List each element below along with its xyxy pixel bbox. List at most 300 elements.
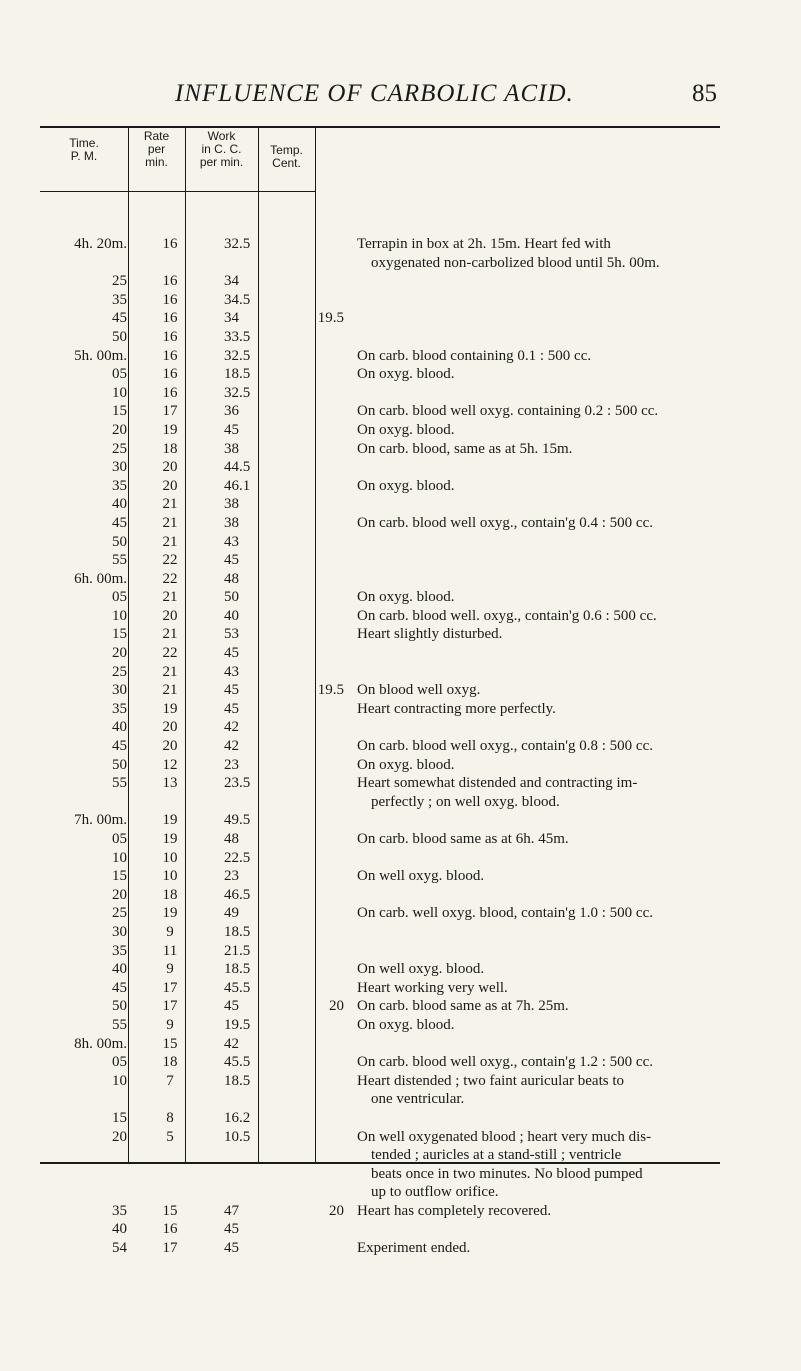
work-cell [207,774,281,811]
table-row [40,700,728,719]
table-row [40,588,728,607]
time-cell: 15 [112,1109,127,1126]
note-cell [346,830,728,849]
rate-cell: 20 [162,738,178,755]
work-cell [207,607,281,626]
temp-cell [281,235,346,272]
table-row [40,365,728,384]
note-cell [346,886,728,905]
rate-cell: 21 [162,663,178,680]
running-head [0,78,801,118]
table-row [40,718,728,737]
temp-cell [281,811,346,830]
work-cell [207,1016,281,1035]
temp-cell [281,718,346,737]
time-cell: 50 [112,998,127,1015]
work-cell [207,960,281,979]
table-row [40,681,728,700]
table-row [40,849,728,868]
note-line: On carb. blood well oxyg., contain'g 0.8 : 500 cc. [357,738,653,755]
temp-cell [281,830,346,849]
work-value: 47 [224,1202,239,1219]
work-cell [207,1109,281,1128]
time-cell: 10 [112,384,127,401]
temp-cell: 19.5 [317,682,344,699]
work-cell [207,1035,281,1054]
temp-cell [281,458,346,477]
temp-cell [281,886,346,905]
note-cell [346,1239,728,1258]
work-value: 45 [224,552,239,569]
note-line: oxygenated non-carbolized blood until 5h. 00m. [371,254,660,271]
work-value: 45.5 [224,979,251,996]
temp-cell [281,328,346,347]
rate-cell: 21 [162,626,178,643]
work-value: 48 [224,570,239,587]
note-line: Terrapin in box at 2h. 15m. Heart fed with [357,236,611,252]
work-cell [207,421,281,440]
table-row [40,625,728,644]
table-row [40,811,728,830]
rate-cell: 22 [162,570,178,587]
work-value: 23 [224,756,239,773]
note-cell [346,458,728,477]
work-cell [207,235,281,272]
time-cell: 20 [112,886,127,903]
time-cell: 05 [112,589,127,606]
note-line: beats once in two minutes. No blood pumped [371,1165,643,1182]
note-cell [346,923,728,942]
work-cell [207,1072,281,1109]
rate-cell: 21 [162,682,178,699]
temp-cell [281,1016,346,1035]
note-line: up to outflow orifice. [371,1184,499,1201]
temp-cell [281,402,346,421]
work-value: 34 [224,273,239,290]
note-cell [346,495,728,514]
table-row [40,458,728,477]
note-line: one ventricular. [371,1091,465,1108]
column-header-work: Work in C. C. per min. [199,129,244,169]
work-value: 18.5 [224,923,251,940]
rate-cell: 16 [162,328,178,345]
work-cell [207,979,281,998]
table-row [40,402,728,421]
rate-cell: 7 [166,1072,174,1089]
note-line: On well oxyg. blood. [357,961,485,978]
work-cell [207,458,281,477]
rate-cell: 17 [162,403,178,420]
column-header-temp: Temp. Cent. [270,143,303,170]
column-header-rate: Rate per min. [143,129,170,169]
work-cell [207,849,281,868]
note-line: On oxyg. blood. [357,1016,455,1033]
work-cell [207,291,281,310]
time-cell: 45 [112,310,127,327]
note-cell [346,811,728,830]
note-cell [346,904,728,923]
note-cell [346,625,728,644]
time-cell: 15 [112,403,127,420]
time-cell: 54 [112,1240,127,1257]
note-cell [346,570,728,589]
running-title: INFLUENCE OF CARBOLIC ACID. [175,80,574,107]
temp-cell [281,347,346,366]
note-cell [346,1035,728,1054]
note-cell [346,291,728,310]
note-cell [346,718,728,737]
table-row [40,1128,728,1202]
time-cell: 25 [112,905,127,922]
work-cell [207,1128,281,1202]
note-cell [346,644,728,663]
rate-cell: 16 [162,366,178,383]
rate-cell: 21 [162,496,178,513]
note-line: On oxyg. blood. [357,366,455,383]
work-cell [207,942,281,961]
work-cell [207,886,281,905]
work-value: 32.5 [224,236,251,252]
work-value: 18.5 [224,961,251,978]
time-cell: 5h. 00m. [74,347,127,364]
work-value: 18.5 [224,1072,251,1089]
rate-cell: 10 [162,849,178,866]
rate-cell: 20 [162,607,178,624]
work-cell [207,811,281,830]
temp-cell [281,979,346,998]
work-value: 42 [224,738,239,755]
temp-cell [281,440,346,459]
note-line: On oxyg. blood. [357,589,455,606]
table-row [40,979,728,998]
table-row [40,570,728,589]
rate-cell: 22 [162,552,178,569]
note-cell [346,514,728,533]
note-cell [346,607,728,626]
work-value: 36 [224,403,239,420]
work-value: 38 [224,440,239,457]
note-line: On carb. blood, same as at 5h. 15m. [357,440,573,457]
time-cell: 05 [112,831,127,847]
work-cell [207,551,281,570]
work-value: 46.1 [224,477,251,494]
table-row [40,886,728,905]
work-value: 53 [224,626,239,643]
time-cell: 6h. 00m. [74,570,127,587]
time-cell: 10 [112,849,127,866]
work-cell [207,904,281,923]
note-line: On well oxyg. blood. [357,868,485,885]
temp-cell [281,421,346,440]
note-line: Heart contracting more perfectly. [357,700,556,717]
note-cell [346,533,728,552]
note-line: On carb. blood well oxyg., contain'g 0.4 : 500 cc. [357,514,653,531]
note-line: On carb. blood well oxyg. containing 0.2 : 500 cc. [357,403,659,420]
note-line: Heart somewhat distended and contracting im- [357,775,638,792]
note-cell [346,365,728,384]
note-cell [346,663,728,682]
temp-cell [281,607,346,626]
table-row [40,737,728,756]
table-row [40,1220,728,1239]
work-value: 49.5 [224,812,251,829]
table-row [40,830,728,849]
rate-cell: 18 [162,1054,178,1071]
work-cell [207,663,281,682]
temp-cell [281,384,346,403]
temp-cell [281,551,346,570]
rate-cell: 19 [162,421,178,438]
rate-cell: 16 [162,384,178,401]
work-cell [207,1239,281,1258]
table-row [40,440,728,459]
table-row [40,495,728,514]
table-row [40,607,728,626]
work-cell [207,533,281,552]
work-value: 16.2 [224,1109,251,1126]
table-row [40,533,728,552]
work-cell [207,514,281,533]
temp-cell [281,644,346,663]
note-line: On blood well oxyg. [357,682,481,699]
note-cell [346,1202,728,1221]
rate-cell: 16 [162,273,178,290]
rate-cell: 20 [162,477,178,494]
work-value: 38 [224,496,239,513]
work-value: 32.5 [224,347,251,364]
work-cell [207,440,281,459]
rate-cell: 16 [162,1221,178,1238]
work-value: 48 [224,831,239,847]
work-cell [207,830,281,849]
table-row [40,960,728,979]
work-cell [207,384,281,403]
work-value: 45 [224,998,239,1015]
work-value: 42 [224,719,239,736]
time-cell: 55 [112,1016,127,1033]
note-cell [346,1072,728,1109]
table-row [40,309,728,328]
table-row [40,644,728,663]
temp-cell [281,663,346,682]
rate-cell: 19 [162,905,178,922]
column-header-time: Time. P. M. [69,136,99,163]
temp-cell [281,1072,346,1109]
note-line: Heart has completely recovered. [357,1202,552,1219]
time-cell: 40 [112,719,127,736]
table-row [40,756,728,775]
temp-cell [281,514,346,533]
time-cell: 05 [112,1054,127,1071]
note-line: tended ; auricles at a stand-still ; ventricle [371,1147,622,1164]
rate-cell: 9 [166,923,174,940]
time-cell: 35 [112,700,127,717]
table-row [40,551,728,570]
time-cell: 40 [112,496,127,513]
time-cell: 30 [112,459,127,476]
temp-cell [281,570,346,589]
table-row [40,328,728,347]
work-value: 33.5 [224,328,251,345]
time-cell: 25 [112,440,127,457]
time-cell: 20 [112,645,127,662]
work-value: 45 [224,682,239,699]
note-cell [346,440,728,459]
rate-cell: 9 [166,1016,174,1033]
work-value: 19.5 [224,1016,251,1033]
temp-cell [281,291,346,310]
rate-cell: 15 [162,1035,178,1052]
time-cell: 50 [112,756,127,773]
work-value: 22.5 [224,849,251,866]
rate-cell: 17 [162,1240,178,1257]
rate-cell: 17 [162,998,178,1015]
temp-cell [281,700,346,719]
note-cell [346,979,728,998]
work-cell [207,681,281,700]
table-row [40,421,728,440]
work-cell [207,328,281,347]
work-value: 50 [224,589,239,606]
table-row [40,1109,728,1128]
work-cell [207,588,281,607]
note-line: On carb. blood containing 0.1 : 500 cc. [357,347,592,364]
rate-cell: 16 [162,310,178,327]
temp-cell [281,756,346,775]
work-cell [207,737,281,756]
note-line: On oxyg. blood. [357,421,455,438]
note-cell [346,309,728,328]
table-row [40,1239,728,1258]
table-row [40,997,728,1016]
rate-cell: 19 [162,831,178,847]
work-value: 43 [224,533,239,550]
table-row [40,1016,728,1035]
time-cell: 30 [112,682,127,699]
work-value: 18.5 [224,366,251,383]
time-cell: 10 [112,607,127,624]
temp-cell [281,1239,346,1258]
note-line: Heart slightly disturbed. [357,626,503,643]
work-cell [207,625,281,644]
note-line: Heart distended ; two faint auricular beats to [357,1072,624,1089]
note-line: Experiment ended. [357,1240,471,1257]
table-row [40,1035,728,1054]
time-cell: 50 [112,328,127,345]
temp-cell [281,1035,346,1054]
work-cell [207,700,281,719]
note-line: On carb. blood well oxyg., contain'g 1.2 : 500 cc. [357,1054,653,1071]
rate-cell: 15 [162,1202,178,1219]
time-cell: 40 [112,1221,127,1238]
time-cell: 05 [112,366,127,383]
work-cell [207,1220,281,1239]
work-value: 40 [224,607,239,624]
note-line: Heart working very well. [357,979,508,996]
work-cell [207,1053,281,1072]
rate-cell: 21 [162,514,178,531]
note-cell [346,588,728,607]
time-cell: 30 [112,923,127,940]
rate-cell: 21 [162,533,178,550]
note-line: On oxyg. blood. [357,756,455,773]
rate-cell: 16 [162,236,178,252]
table-row [40,774,728,811]
time-cell: 55 [112,775,127,792]
note-cell [346,347,728,366]
work-cell [207,402,281,421]
table-row [40,384,728,403]
table-row [40,235,728,272]
note-cell [346,756,728,775]
work-value: 49 [224,905,239,922]
time-cell: 40 [112,961,127,978]
rate-cell: 17 [162,979,178,996]
temp-cell [281,904,346,923]
table-row [40,923,728,942]
table-row [40,1072,728,1109]
note-cell [346,477,728,496]
rate-cell: 18 [162,886,178,903]
work-value: 43 [224,663,239,680]
temp-cell [281,625,346,644]
note-cell [346,1053,728,1072]
note-cell [346,384,728,403]
time-cell: 25 [112,663,127,680]
note-cell [346,867,728,886]
time-cell: 4h. 20m. [74,236,127,252]
time-cell: 7h. 00m. [74,812,127,829]
work-value: 23 [224,868,239,885]
work-value: 44.5 [224,459,251,476]
header-bottom-rule [40,191,315,192]
work-value: 34 [224,310,239,327]
note-line: On well oxygenated blood ; heart very much dis- [357,1128,652,1145]
note-line: On carb. blood same as at 7h. 25m. [357,998,569,1015]
work-cell [207,272,281,291]
work-cell [207,309,281,328]
work-cell [207,718,281,737]
note-cell [346,1220,728,1239]
work-value: 34.5 [224,291,251,308]
note-line: On carb. well oxyg. blood, contain'g 1.0 : 500 cc. [357,905,653,922]
time-cell: 25 [112,273,127,290]
work-value: 23.5 [224,775,251,792]
work-cell [207,644,281,663]
temp-cell: 20 [329,1202,344,1219]
temp-cell [281,737,346,756]
note-cell [346,774,728,811]
work-value: 45.5 [224,1054,251,1071]
rate-cell: 9 [166,961,174,978]
table-row [40,272,728,291]
rate-cell: 8 [166,1109,174,1126]
table-row [40,867,728,886]
rate-cell: 20 [162,459,178,476]
time-cell: 20 [112,421,127,438]
work-cell [207,570,281,589]
work-cell [207,997,281,1016]
rate-cell: 5 [166,1128,174,1145]
temp-cell [281,867,346,886]
table-row [40,904,728,923]
rate-cell: 21 [162,589,178,606]
time-cell: 55 [112,552,127,569]
temp-cell [281,774,346,811]
temp-cell [281,1109,346,1128]
note-cell [346,1016,728,1035]
note-cell [346,1109,728,1128]
